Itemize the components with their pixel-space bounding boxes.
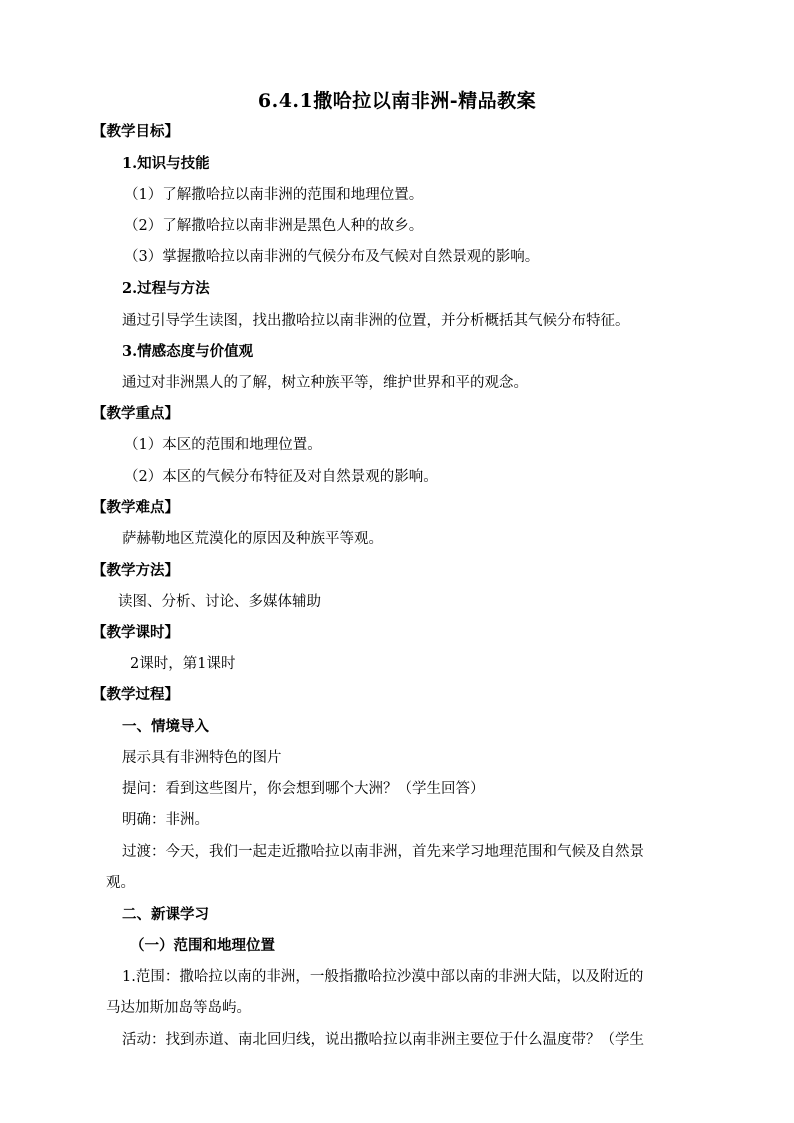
section-heading-difficulties: 【教学难点】 [92,499,179,516]
attitude-values-text: 通过对非洲黑人的了解，树立种族平等，维护世界和平的观念。 [122,375,528,391]
objective-item-2: （2）了解撒哈拉以南非洲是黑色人种的故乡。 [124,218,424,234]
key-point-item-1: （1）本区的范围和地理位置。 [124,437,322,453]
scope-line-1: 1.范围：撒哈拉以南的非洲，一般指撒哈拉沙漠中部以南的非洲大陆，以及附近的 [122,969,644,985]
section-heading-methods: 【教学方法】 [92,562,179,579]
activity-line: 活动：找到赤道、南北回归线，说出撒哈拉以南非洲主要位于什么温度带？（学生 [122,1032,644,1048]
intro-line-2: 提问：看到这些图片，你会想到哪个大洲？（学生回答） [122,781,485,797]
methods-text: 读图、分析、讨论、多媒体辅助 [118,594,321,610]
objective-item-1: （1）了解撒哈拉以南非洲的范围和地理位置。 [124,187,424,203]
subheading-process-method: 2.过程与方法 [122,280,210,297]
intro-line-4-wrap: 观。 [106,875,135,891]
section-heading-key-points: 【教学重点】 [92,405,179,422]
section-heading-teaching-process: 【教学过程】 [92,686,179,703]
key-point-item-2: （2）本区的气候分布特征及对自然景观的影响。 [124,469,438,485]
objective-item-3: （3）掌握撒哈拉以南非洲的气候分布及气候对自然景观的影响。 [124,249,540,265]
subheading-attitude-values: 3.情感态度与价值观 [122,343,254,360]
difficulties-text: 萨赫勒地区荒漠化的原因及种族平等观。 [122,531,383,547]
subheading-new-lesson: 二、新课学习 [122,906,209,923]
subheading-scope-location: （一）范围和地理位置 [130,937,275,954]
subheading-introduction: 一、情境导入 [122,718,209,735]
document-title: 6.4.1撒哈拉以南非洲-精品教案 [257,90,537,112]
subheading-knowledge-skills: 1.知识与技能 [122,155,210,172]
intro-line-3: 明确：非洲。 [122,812,209,828]
scope-line-1-wrap: 马达加斯加岛等岛屿。 [106,1000,251,1016]
section-heading-class-hours: 【教学课时】 [92,624,179,641]
intro-line-4: 过渡：今天，我们一起走近撒哈拉以南非洲，首先来学习地理范围和气候及自然景 [122,844,644,860]
section-heading-objectives: 【教学目标】 [92,123,179,140]
intro-line-1: 展示具有非洲特色的图片 [122,750,282,766]
class-hours-text: 2课时，第1课时 [130,656,236,672]
process-method-text: 通过引导学生读图，找出撒哈拉以南非洲的位置，并分析概括其气候分布特征。 [122,313,630,329]
